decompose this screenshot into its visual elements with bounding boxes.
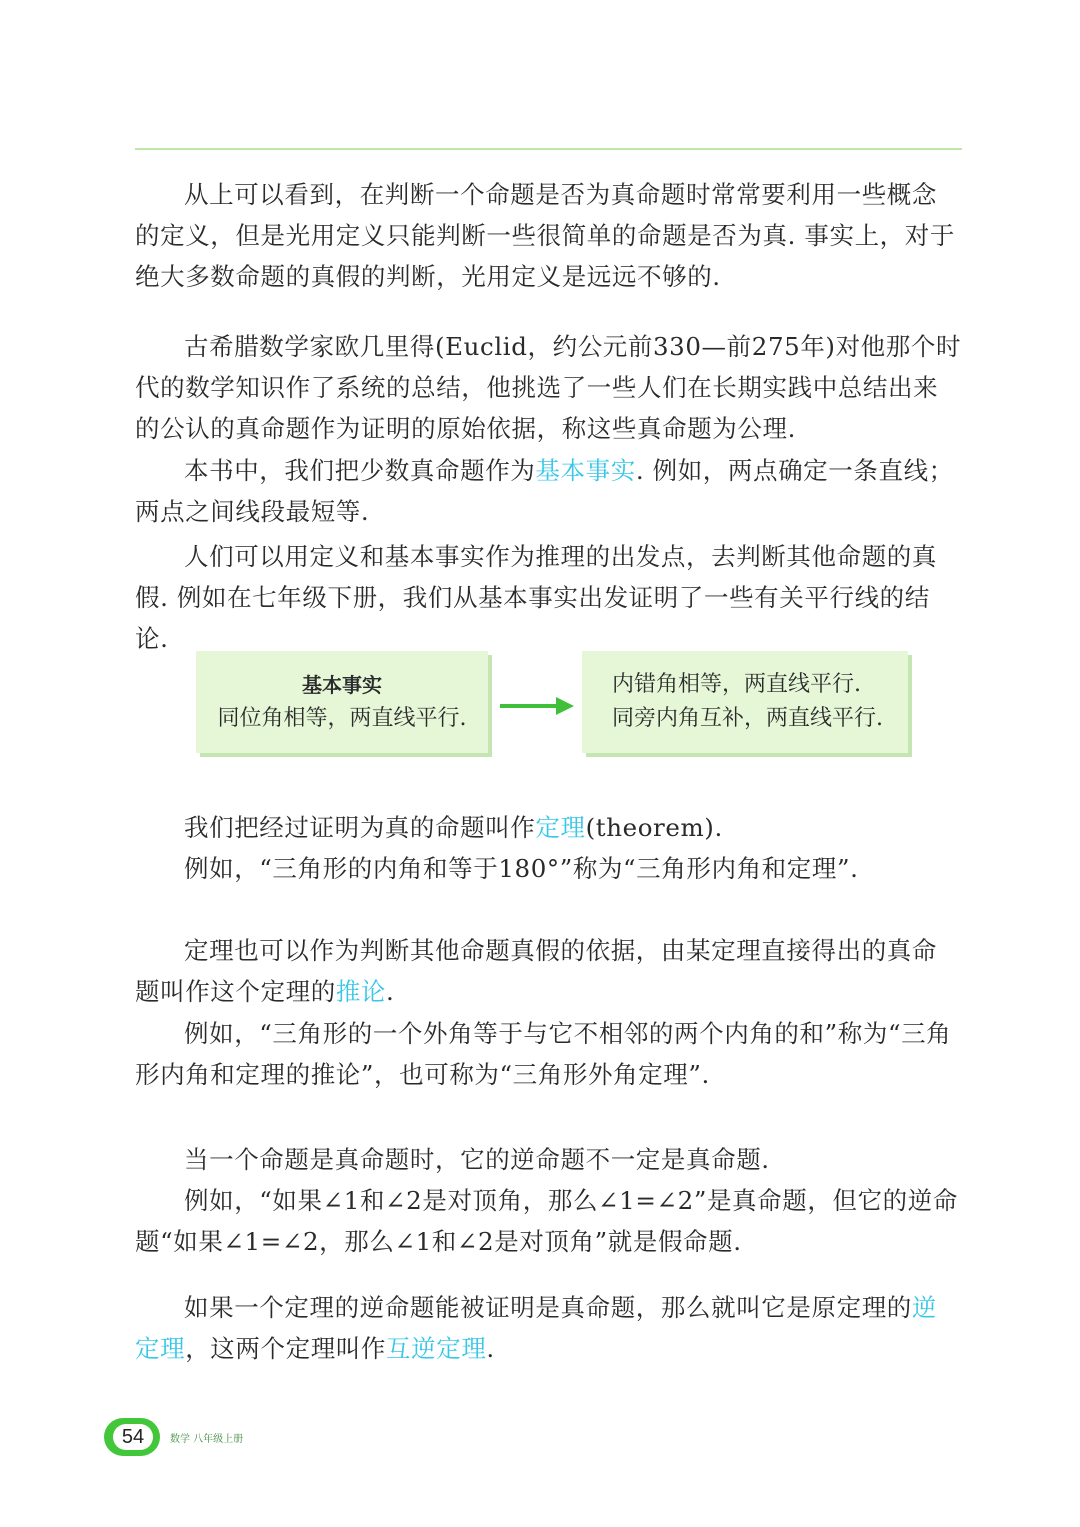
paragraph-text: 例如，“三角形的一个外角等于与它不相邻的两个内角的和”称为“三角形内角和定理的推论”，也可称为“三角形外角定理”. — [135, 1019, 952, 1089]
conclusion-line-1: 内错角相等，两直线平行. — [612, 672, 861, 697]
paragraph-text: 例如，“如果∠1和∠2是对顶角，那么∠1=∠2”是真命题，但它的逆命题“如果∠1=∠2，那么∠1和∠2是对顶角”就是假命题. — [135, 1186, 958, 1256]
paragraph-text: (theorem). — [585, 813, 723, 842]
paragraph-text: . — [486, 1334, 495, 1363]
paragraph-text: 当一个命题是真命题时，它的逆命题不一定是真命题. — [184, 1145, 770, 1174]
paragraph-text: 古希腊数学家欧几里得(Euclid，约公元前330—前275年)对他那个时代的数学知识作了系统的总结，他挑选了一些人们在长期实践中总结出来的公认的真命题作为证明的原始依据，称这些真命题为公理. — [135, 332, 962, 443]
basic-fact-box — [196, 651, 488, 753]
paragraph-8 — [135, 1013, 962, 1095]
paragraph-text: . — [386, 977, 395, 1006]
term-converse-theorem: 逆定理 — [135, 1293, 938, 1363]
term-corollary: 推论 — [335, 977, 387, 1006]
paragraph-text: 定理也可以作为判断其他命题真假的依据，由某定理直接得出的真命题叫作这个定理的 — [135, 936, 937, 1006]
paragraph-text: 我们把经过证明为真的命题叫作 — [184, 813, 536, 842]
paragraph-4 — [135, 536, 962, 659]
conclusion-line-2: 同旁内角互补，两直线平行. — [612, 706, 883, 731]
paragraph-11 — [135, 1287, 962, 1369]
paragraph-10 — [135, 1180, 962, 1262]
paragraph-6 — [135, 848, 962, 889]
paragraph-text: 例如，“三角形的内角和等于180°”称为“三角形内角和定理”. — [184, 854, 859, 883]
paragraph-text: ，这两个定理叫作 — [185, 1334, 387, 1363]
paragraph-text: . 例如，两点确定一条直线；两点之间线段最短等. — [135, 456, 954, 526]
paragraph-text: 人们可以用定义和基本事实作为推理的出发点，去判断其他命题的真假. 例如在七年级下册，我们从基本事实出发证明了一些有关平行线的结论. — [135, 542, 937, 653]
page-number: 54 — [113, 1424, 153, 1450]
book-title: 数学 八年级上册 — [170, 1434, 244, 1445]
derived-conclusions-box — [582, 651, 908, 753]
paragraph-3 — [135, 450, 962, 532]
paragraph-text: 如果一个定理的逆命题能被证明是真命题，那么就叫它是原定理的 — [184, 1293, 912, 1322]
basic-fact-text: 同位角相等，两直线平行. — [217, 706, 467, 731]
term-theorem: 定理 — [535, 813, 586, 842]
basic-fact-title: 基本事实 — [302, 673, 382, 697]
term-basic-fact: 基本事实 — [535, 456, 636, 485]
paragraph-text: 从上可以看到，在判断一个命题是否为真命题时常常要利用一些概念的定义，但是光用定义只能判断一些很简单的命题是否为真. 事实上，对于绝大多数命题的真假的判断，光用定义是远远不够的. — [135, 180, 955, 291]
arrow-head-icon — [556, 697, 574, 715]
paragraph-9 — [135, 1139, 962, 1180]
paragraph-2 — [135, 326, 962, 449]
header-rule — [135, 148, 962, 150]
paragraph-1 — [135, 174, 962, 297]
paragraph-5 — [135, 807, 962, 848]
paragraph-text: 本书中，我们把少数真命题作为 — [184, 456, 536, 485]
paragraph-7 — [135, 930, 962, 1012]
term-mutual-converse-theorems: 互逆定理 — [386, 1334, 487, 1363]
arrow-right-icon — [500, 704, 558, 708]
